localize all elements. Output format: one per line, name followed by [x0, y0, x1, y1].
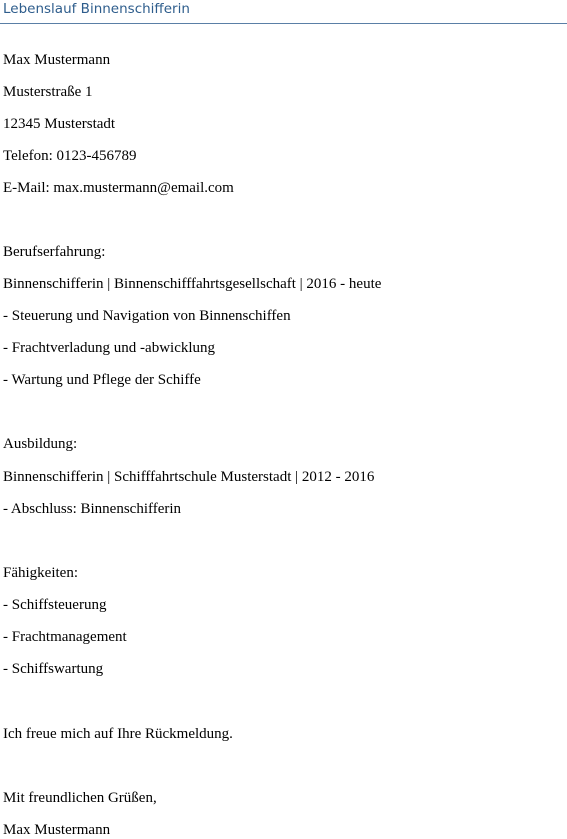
closing-sentence: Ich freue mich auf Ihre Rückmeldung.	[3, 726, 233, 742]
education-degree: - Abschluss: Binnenschifferin	[3, 501, 182, 517]
page-header	[0, 0, 567, 25]
applicant-name: Max Mustermann	[3, 52, 111, 68]
experience-position: Binnenschifferin | Binnenschifffahrtsgesellschaft | 2016 - heute	[3, 276, 382, 292]
address-city: 12345 Musterstadt	[3, 116, 116, 132]
skill-item: - Schiffsteuerung	[3, 597, 107, 613]
phone-line: Telefon: 0123-456789	[3, 148, 137, 164]
salutation: Mit freundlichen Grüßen,	[3, 790, 157, 806]
skills-heading: Fähigkeiten:	[3, 565, 78, 581]
address-street: Musterstraße 1	[3, 84, 93, 100]
experience-duty: - Wartung und Pflege der Schiffe	[3, 372, 201, 388]
skill-item: - Schiffswartung	[3, 661, 104, 677]
email-line: E-Mail: max.mustermann@email.com	[3, 180, 234, 196]
header-divider	[0, 23, 567, 24]
experience-heading: Berufserfahrung:	[3, 244, 106, 260]
experience-duty: - Frachtverladung und -abwicklung	[3, 340, 216, 356]
document-title: Lebenslauf Binnenschifferin	[3, 1, 190, 17]
education-entry: Binnenschifferin | Schifffahrtschule Musterstadt | 2012 - 2016	[3, 469, 375, 485]
signature-name: Max Mustermann	[3, 822, 111, 838]
experience-duty: - Steuerung und Navigation von Binnenschiffen	[3, 308, 291, 324]
education-heading: Ausbildung:	[3, 436, 78, 452]
skill-item: - Frachtmanagement	[3, 629, 127, 645]
